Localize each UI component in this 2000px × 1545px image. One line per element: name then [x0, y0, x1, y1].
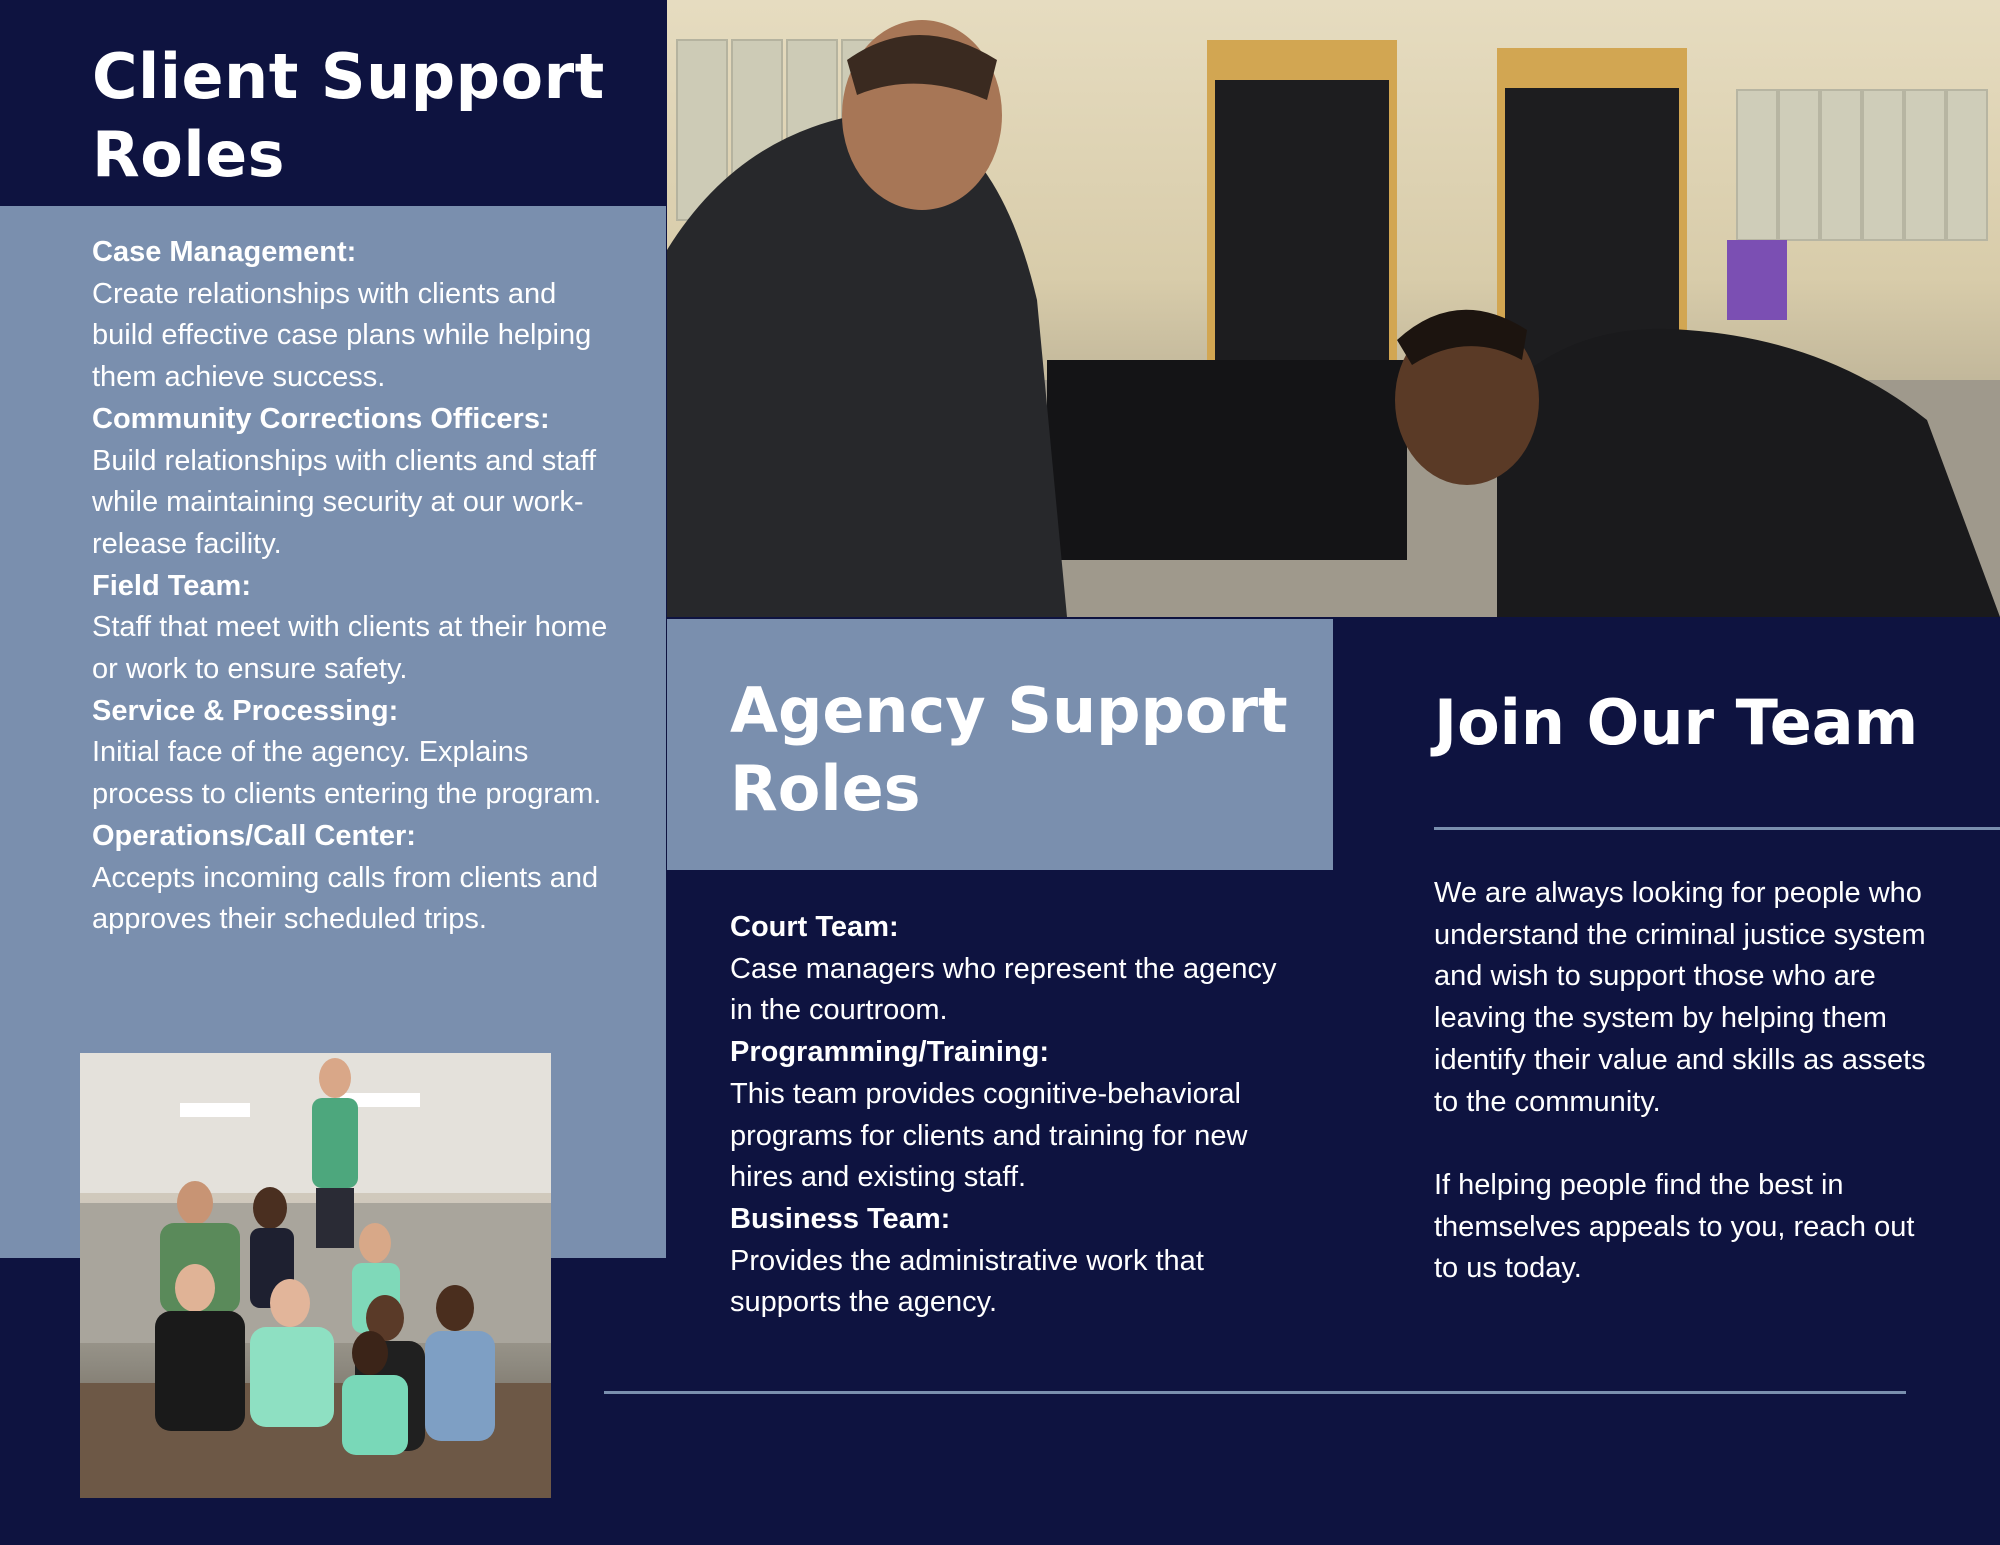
join-body [1434, 873, 1934, 1290]
role-title: Service & Processing: [92, 694, 399, 727]
role-title: Field Team: [92, 569, 251, 602]
join-paragraph: We are always looking for people who understand the criminal justice system and wish to support those who are leaving the system by helping them identify their value and skills as assets to the community. [1434, 877, 1926, 1118]
client-support-title: Client Support Roles [92, 40, 605, 191]
role-item [92, 232, 612, 399]
agency-roles-list [730, 907, 1290, 1324]
agency-support-title: Agency Support Roles [730, 674, 1288, 825]
role-description: Initial face of the agency. Explains process to clients entering the program. [92, 736, 602, 811]
role-item [730, 907, 1290, 1032]
client-roles-list [92, 232, 612, 941]
role-item [92, 691, 612, 816]
join-our-team-title: Join Our Team [1434, 686, 1919, 759]
role-title: Programming/Training: [730, 1036, 1050, 1069]
divider [1434, 827, 2000, 830]
role-item [92, 816, 612, 941]
role-title: Business Team: [730, 1202, 951, 1235]
role-description: Case managers who represent the agency in the courtroom. [730, 952, 1277, 1027]
role-description: This team provides cognitive-behavioral programs for clients and training for new hires and existing staff. [730, 1077, 1248, 1194]
team-photo [80, 1053, 551, 1498]
role-title: Community Corrections Officers: [92, 402, 550, 435]
role-item [92, 399, 612, 566]
role-description: Create relationships with clients and build effective case plans while helping them achieve success. [92, 277, 592, 394]
team-photo-illustration [80, 1053, 551, 1498]
join-paragraph: If helping people find the best in themselves appeals to you, reach out to us today. [1434, 1168, 1915, 1285]
job-fair-photo-illustration [667, 0, 2000, 617]
role-description: Build relationships with clients and staff while maintaining security at our work-release facility. [92, 444, 597, 560]
role-title: Court Team: [730, 911, 899, 943]
divider [604, 1391, 1906, 1394]
job-fair-photo [667, 0, 2000, 617]
role-title: Operations/Call Center: [92, 819, 416, 852]
role-item [730, 1199, 1290, 1324]
role-item [92, 566, 612, 691]
role-description: Provides the administrative work that supports the agency. [730, 1244, 1204, 1319]
role-description: Staff that meet with clients at their home or work to ensure safety. [92, 611, 608, 686]
role-title: Case Management: [92, 236, 357, 268]
role-description: Accepts incoming calls from clients and approves their scheduled trips. [92, 861, 599, 936]
role-item [730, 1032, 1290, 1199]
